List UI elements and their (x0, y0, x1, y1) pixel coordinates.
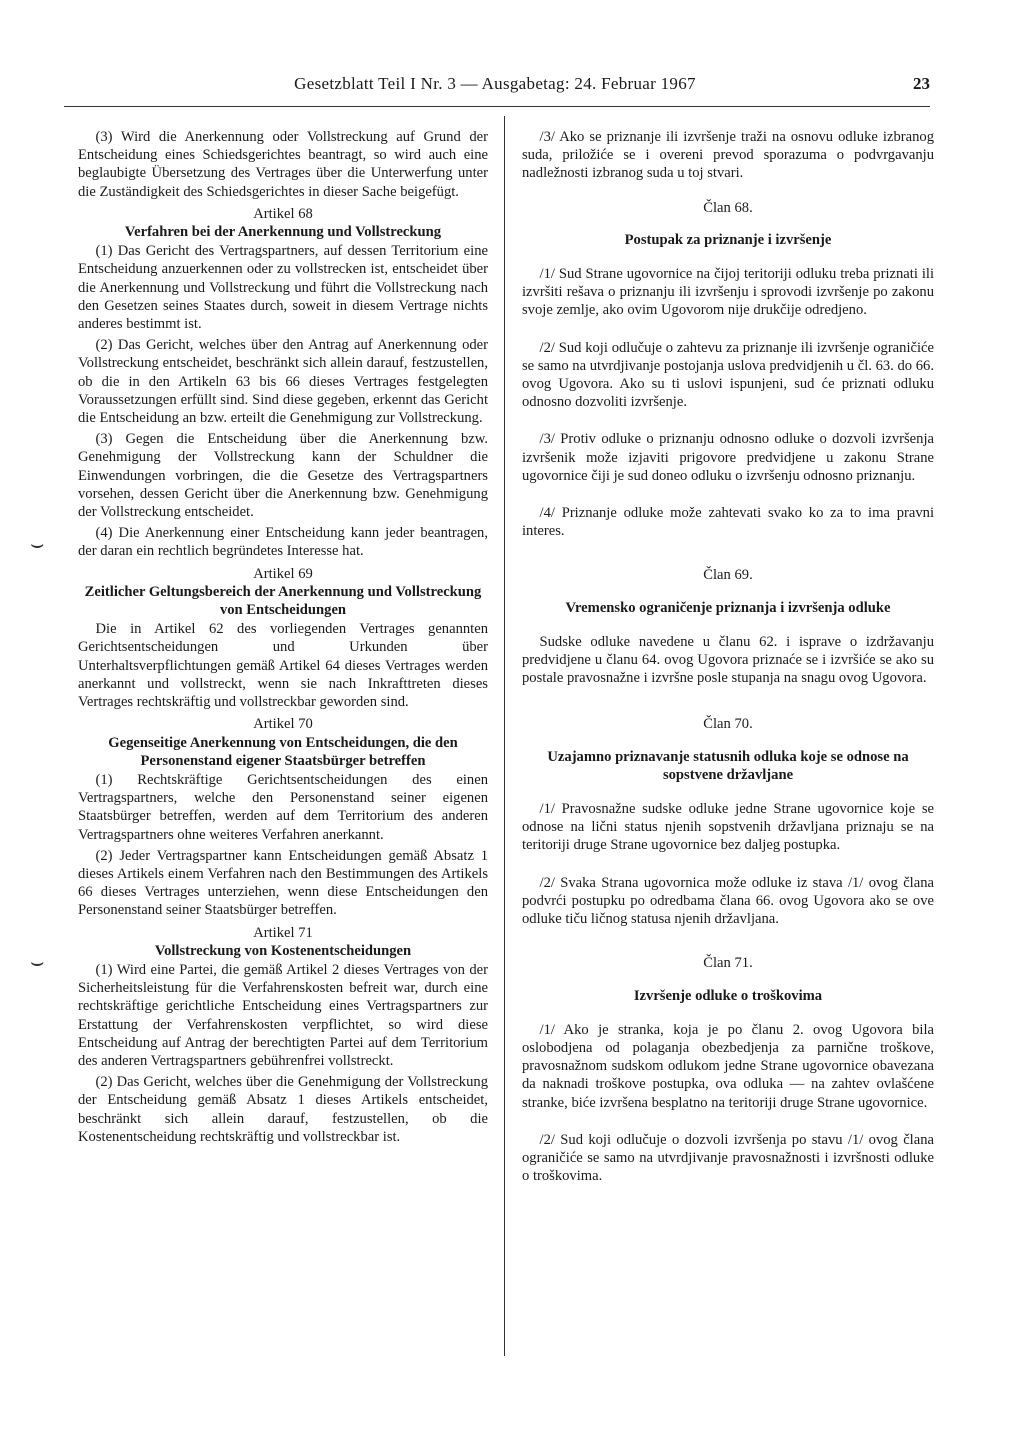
article-title: Vollstreckung von Kostenentscheidungen (154, 942, 412, 959)
article-heading: Artikel 68 (253, 205, 313, 222)
german-column (78, 128, 488, 1149)
paragraph: /3/ Ako se priznanje ili izvršenje traži na osnovu odluke izbranog suda, priložiće se i overeni prevod sporazuma o podvrgavanju nadležnosti izbranog suda u toj stvari. (522, 129, 934, 182)
article-title: Vremensko ograničenje priznanja i izvršenja odluke (565, 599, 891, 616)
article-title: Verfahren bei der Anerkennung und Vollstreckung (124, 224, 442, 241)
article-title: Izvršenje odluke o troškovima (633, 987, 823, 1004)
page-number: 23 (913, 74, 930, 93)
paragraph: (2) Das Gericht, welches über den Antrag auf Anerkennung oder Vollstreckung entscheidet, beschränkt sich allein darauf, festzustellen, ob die in den Artikeln 63 bis 66 dieses Vertrages festgelegten Voraussetzungen erfüllt sind. Sind diese gegeben, erkennt das Gericht die Entscheidung an bzw. erteilt die Genehmigung zur Vollstreckung. (78, 337, 488, 427)
paragraph: /2/ Sud koji odlučuje o dozvoli izvršenja po stavu /1/ ovog člana ograničiće se samo na utvrdjivanje pravosnažnosti i izvršnosti odluke o troškovima. (522, 1131, 934, 1185)
paragraph: /2/ Sud koji odlučuje o zahtevu za priznanje ili izvršenje ograničiće se samo na utvrdjivanje postojanja uslova predvidjenih u čl. 63. do 66. ovog Ugovora. Ako su ti uslovi ispunjeni, sud će priznati odluku odnosno dozvoliti izvršenje. (522, 339, 934, 411)
margin-tick-mark: ⌣ (30, 532, 45, 557)
paragraph: /4/ Priznanje odluke može zahtevati svako ko za to ima pravni interes. (522, 505, 934, 540)
margin-tick-mark: ⌣ (30, 950, 45, 975)
article-heading: Artikel 69 (253, 565, 313, 582)
article-title: Gegenseitige Anerkennung von Entscheidungen, die den Personenstand eigener Staatsbürger betreffen (108, 734, 458, 769)
column-divider (504, 116, 505, 1356)
header-title: Gesetzblatt Teil I Nr. 3 — Ausgabetag: 24. Februar 1967 (294, 74, 696, 93)
paragraph: (1) Wird eine Partei, die gemäß Artikel 2 dieses Vertrages von der Sicherheitsleistung für die Verfahrenskosten befreit war, durch eine rechtskräftige gerichtliche Entscheidung eines Vertragspartners zur Erstattung der Verfahrenskosten verpflichtet, so wird diese Entscheidung auf Antrag der berechtigten Partei auf dem Territorium des anderen Vertragspartners gebührenfrei vollstreckt. (78, 961, 488, 1069)
paragraph: (2) Das Gericht, welches über die Genehmigung der Vollstreckung der Entscheidung gemäß Absatz 1 dieses Artikels entscheidet, beschränkt sich allein darauf, festzustellen, ob die Kostenentscheidung rechtskräftig und vollstreckbar ist. (78, 1074, 488, 1145)
header-rule (64, 106, 930, 107)
paragraph: (3) Gegen die Entscheidung über die Anerkennung bzw. Genehmigung der Vollstreckung kann der Schuldner die Einwendungen vorbringen, die die Gesetze des Vertragspartners vorsehen, dessen Gericht über die Anerkennung bzw. Genehmigung der Vollstreckung entscheidet. (78, 431, 488, 521)
page-header (60, 74, 930, 98)
article-title: Zeitlicher Geltungsbereich der Anerkennung und Vollstreckung von Entscheidungen (84, 583, 482, 619)
paragraph: (3) Wird die Anerkennung oder Vollstreckung auf Grund der Entscheidung eines Schiedsgerichtes beantragt, so wird auch eine beglaubigte Übersetzung des Vertrages über die Unterwerfung unter die Zuständigkeit des Schiedsgerichtes in dieser Sache beigefügt. (78, 129, 488, 200)
article-title: Postupak za priznanje i izvršenje (624, 231, 832, 248)
paragraph: Sudske odluke navedene u članu 62. i isprave o izdržavanju predvidjene u članu 64. ovog Ugovora priznaće se i izvršiće se ako su postale pravosnažne i izvršne posle stupanja na snagu ovog Ugovora. (522, 633, 934, 687)
article-title: Uzajamno priznavanje statusnih odluka koje se odnose na sopstvene državljane (547, 748, 909, 783)
article-heading: Artikel 70 (253, 716, 313, 733)
article-heading: Član 68. (703, 199, 753, 216)
article-heading: Član 71. (703, 955, 753, 972)
article-heading: Artikel 71 (253, 924, 313, 941)
serbocroatian-column (522, 128, 934, 1185)
paragraph: /3/ Protiv odluke o priznanju odnosno odluke o dozvoli izvršenja izvršenik može izjaviti prigovore predvidjene u zakonu Strane ugovornice čiji je sud doneo odluku o izvršenju odnosno priznanju. (522, 431, 934, 484)
paragraph: (4) Die Anerkennung einer Entscheidung kann jeder beantragen, der daran ein rechtlich begründetes Interesse hat. (78, 525, 488, 560)
paragraph: /2/ Svaka Strana ugovornica može odluke iz stava /1/ ovog člana podvrći postupku po odredbama člana 66. ovog Ugovora ako se ove odluke tiču ličnog statusa njenih državljana. (522, 874, 934, 928)
article-heading: Član 69. (703, 567, 753, 584)
paragraph: Die in Artikel 62 des vorliegenden Vertrages genannten Gerichtsentscheidungen und Urkunden über Unterhaltsverpflichtungen gemäß Artikel 64 dieses Vertrages werden anerkannt und vollstreckt, wenn sie nach Inkrafttreten dieses Vertrages rechtskräftig und vollstreckbar geworden sind. (78, 621, 488, 711)
article-heading: Član 70. (703, 716, 753, 733)
paragraph: /1/ Sud Strane ugovornice na čijoj teritoriji odluku treba priznati ili izvršiti rešava o priznanju ili izvršenju i sprovodi izvršenje po zakonu svoje zemlje, ako ovim Ugovorom nije drukčije odredjeno. (522, 266, 934, 319)
paragraph: (1) Das Gericht des Vertragspartners, auf dessen Territorium eine Entscheidung anzuerkennen oder zu vollstrecken ist, entscheidet über die Anerkennung und Vollstreckung und führt die Vollstreckung nach den Gesetzen seines Staates durch, soweit in diesem Vertrage nichts anderes bestimmt ist. (78, 243, 488, 333)
paragraph: (2) Jeder Vertragspartner kann Entscheidungen gemäß Absatz 1 dieses Artikels einem Verfahren nach den Bestimmungen des Artikels 66 dieses Vertrages unterziehen, wenn diese Entscheidungen den Personenstand seiner Staatsbürger betreffen. (78, 847, 488, 919)
paragraph: (1) Rechtskräftige Gerichtsentscheidungen des einen Vertragspartners, welche den Personenstand seiner eigenen Staatsbürger betreffen, werden auf dem Territorium des anderen Vertragspartners ohne weiteres Verfahren anerkannt. (78, 771, 488, 843)
paragraph: /1/ Pravosnažne sudske odluke jedne Strane ugovornice koje se odnose na lični status njenih sopstvenih državljana priznaju se na teritoriji druge Strane ugovornice bez daljeg postupka. (522, 801, 934, 854)
paragraph: /1/ Ako je stranka, koja je po članu 2. ovog Ugovora bila oslobodjena od polaganja obezbedjenja za parnične troškove, pravosnažnom sudskom odlukom jedne Strane ugovornice obavezana da naknadi troškove postupka, ova odluka — na zahtev ovlašćene stranke, biće izvršena besplatno na teritoriji druge Strane ugovornice. (522, 1021, 934, 1111)
